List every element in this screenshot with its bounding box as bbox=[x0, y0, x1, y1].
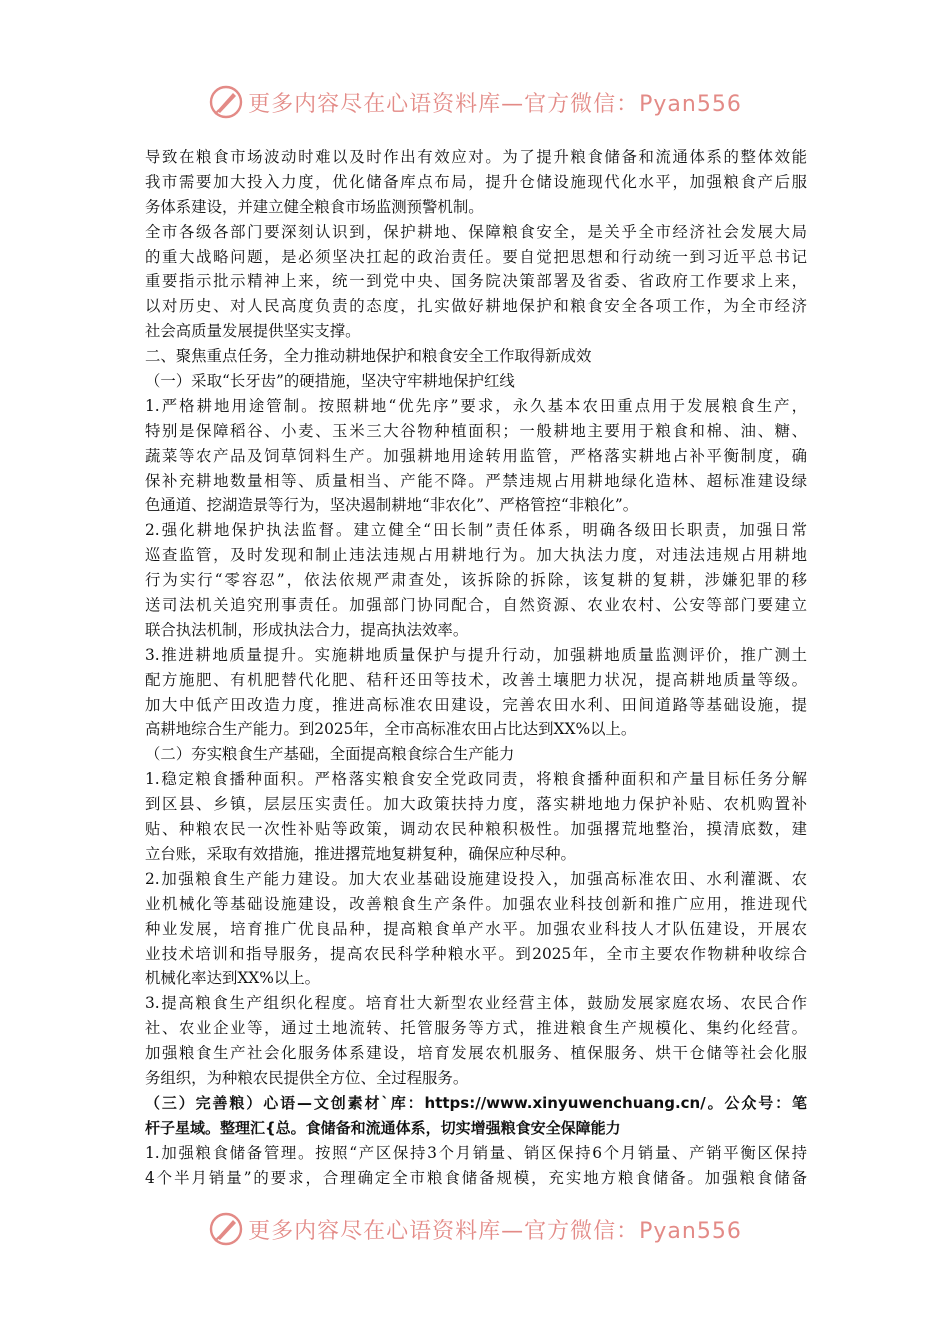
text-line: 社、农业企业等，通过土地流转、托管服务等方式，推进粮食生产规模化、集约化经营。 bbox=[145, 1019, 807, 1038]
text-line: 机械化率达到XX%以上。 bbox=[145, 969, 321, 988]
text-line: 蔬菜等农产品及饲草饲料生产。加强耕地用途转用监管，严格落实耕地占补平衡制度，确 bbox=[145, 446, 807, 465]
text-line: 特别是保障稻谷、小麦、玉米三大谷物种植面积；一般耕地主要用于粮食和棉、油、糖、 bbox=[145, 421, 807, 440]
text-line: 3.推进耕地质量提升。实施耕地质量保护与提升行动，加强耕地质量监测评价，推广测土 bbox=[145, 645, 807, 664]
text-line: 社会高质量发展提供坚实支撑。 bbox=[145, 322, 361, 341]
quill-pen-icon bbox=[208, 1211, 244, 1247]
text-line: 务组织，为种粮农民提供全方位、全过程服务。 bbox=[145, 1068, 469, 1087]
text-line: 保补充耕地数量相等、质量相当、产能不降。严禁违规占用耕地绿化造林、超标准建设绿 bbox=[145, 471, 807, 490]
watermark-text: 更多内容尽在心语资料库—官方微信：Pyan556 bbox=[248, 91, 742, 117]
text-line: 3.提高粮食生产组织化程度。培育壮大新型农业经营主体，鼓励发展家庭农场、农民合作 bbox=[145, 994, 807, 1013]
section-heading: 二、聚焦重点任务，全力推动耕地保护和粮食安全工作取得新成效 bbox=[145, 347, 592, 366]
text-line: 业机械化等基础设施建设，改善粮食生产条件。加强农业科技创新和推广应用，推进现代 bbox=[145, 894, 807, 913]
text-line: 高耕地综合生产能力。到2025年，全市高标准农田占比达到XX%以上。 bbox=[145, 720, 637, 739]
text-line: 2.加强粮食生产能力建设。加大农业基础设施建设投入，加强高标准农田、水利灌溉、农 bbox=[145, 869, 807, 888]
text-line: 配方施肥、有机肥替代化肥、秸秆还田等技术，改善土壤肥力状况，提高耕地质量等级。 bbox=[145, 670, 807, 689]
ad-line: 杆子星域。整理汇{总。食储备和流通体系，切实增强粮食安全保障能力 bbox=[145, 1118, 621, 1137]
ad-line: （三）完善粮）心语—文创素材`库：https://www.xinyuwenchuang.cn/。公众号：笔 bbox=[145, 1093, 807, 1112]
text-line: 的重大战略问题，是必须坚决扛起的政治责任。要自觉把思想和行动统一到习近平总书记 bbox=[145, 247, 807, 266]
text-line: 贴、种粮农民一次性补贴等政策，调动农民种粮积极性。加强撂荒地整治，摸清底数，建 bbox=[145, 820, 807, 839]
text-line: 加强粮食生产社会化服务体系建设，培育发展农机服务、植保服务、烘干仓储等社会化服 bbox=[145, 1044, 807, 1063]
text-line: 到区县、乡镇，层层压实责任。加大政策扶持力度，落实耕地地力保护补贴、农机购置补 bbox=[145, 795, 807, 814]
text-line: 色通道、挖湖造景等行为，坚决遏制耕地“非农化”、严格管控“非粮化”。 bbox=[145, 496, 639, 515]
watermark-footer bbox=[0, 1209, 950, 1249]
watermark-header bbox=[0, 82, 950, 122]
text-line: 送司法机关追究刑事责任。加强部门协同配合，自然资源、农业农村、公安等部门要建立 bbox=[145, 596, 807, 615]
text-line: 导致在粮食市场波动时难以及时作出有效应对。为了提升粮食储备和流通体系的整体效能 bbox=[145, 148, 807, 166]
text-line: 以对历史、对人民高度负责的态度，扎实做好耕地保护和粮食安全各项工作，为全市经济 bbox=[145, 297, 807, 316]
text-line: 我市需要加大投入力度，优化储备库点布局，提升仓储设施现代化水平，加强粮食产后服 bbox=[145, 172, 807, 191]
text-line: 务体系建设，并建立健全粮食市场监测预警机制。 bbox=[145, 197, 484, 216]
text-line: 立台账，采取有效措施，推进撂荒地复耕复种，确保应种尽种。 bbox=[145, 844, 576, 863]
text-line: 联合执法机制，形成执法合力，提高执法效率。 bbox=[145, 620, 469, 639]
text-line: 2.强化耕地保护执法监督。建立健全“田长制”责任体系，明确各级田长职责，加强日常 bbox=[145, 521, 807, 540]
text-line: 重要指示批示精神上来，统一到党中央、国务院决策部署及省委、省政府工作要求上来， bbox=[145, 272, 807, 291]
subsection-heading: （二）夯实粮食生产基础，全面提高粮食综合生产能力 bbox=[145, 745, 515, 764]
text-line: 业技术培训和指导服务，提高农民科学种粮水平。到2025年，全市主要农作物耕种收综合 bbox=[145, 944, 807, 963]
text-line: 加大中低产田改造力度，推进高标准农田建设，完善农田水利、田间道路等基础设施，提 bbox=[145, 695, 807, 714]
text-line: 1.加强粮食储备管理。按照“产区保持3个月销量、销区保持6个月销量、产销平衡区保持 bbox=[145, 1143, 807, 1162]
document-body bbox=[145, 145, 807, 1190]
text-line: 4个半月销量”的要求，合理确定全市粮食储备规模，充实地方粮食储备。加强粮食储备 bbox=[145, 1168, 807, 1187]
watermark-text: 更多内容尽在心语资料库—官方微信：Pyan556 bbox=[248, 1218, 742, 1244]
text-line: 1.严格耕地用途管制。按照耕地“优先序”要求，永久基本农田重点用于发展粮食生产， bbox=[145, 396, 807, 415]
text-line: 巡查监管，及时发现和制止违法违规占用耕地行为。加大执法力度，对违法违规占用耕地 bbox=[145, 546, 807, 565]
quill-pen-icon bbox=[208, 84, 244, 120]
text-line: 1.稳定粮食播种面积。严格落实粮食安全党政同责，将粮食播种面积和产量目标任务分解 bbox=[145, 770, 807, 789]
text-line: 种业发展，培育推广优良品种，提高粮食单产水平。加强农业科技人才队伍建设，开展农 bbox=[145, 919, 807, 938]
text-line: 行为实行“零容忍”，依法依规严肃查处，该拆除的拆除，该复耕的复耕，涉嫌犯罪的移 bbox=[145, 571, 807, 590]
text-line: 全市各级各部门要深刻认识到，保护耕地、保障粮食安全，是关乎全市经济社会发展大局 bbox=[145, 222, 807, 241]
subsection-heading: （一）采取“长牙齿”的硬措施，坚决守牢耕地保护红线 bbox=[145, 372, 515, 391]
